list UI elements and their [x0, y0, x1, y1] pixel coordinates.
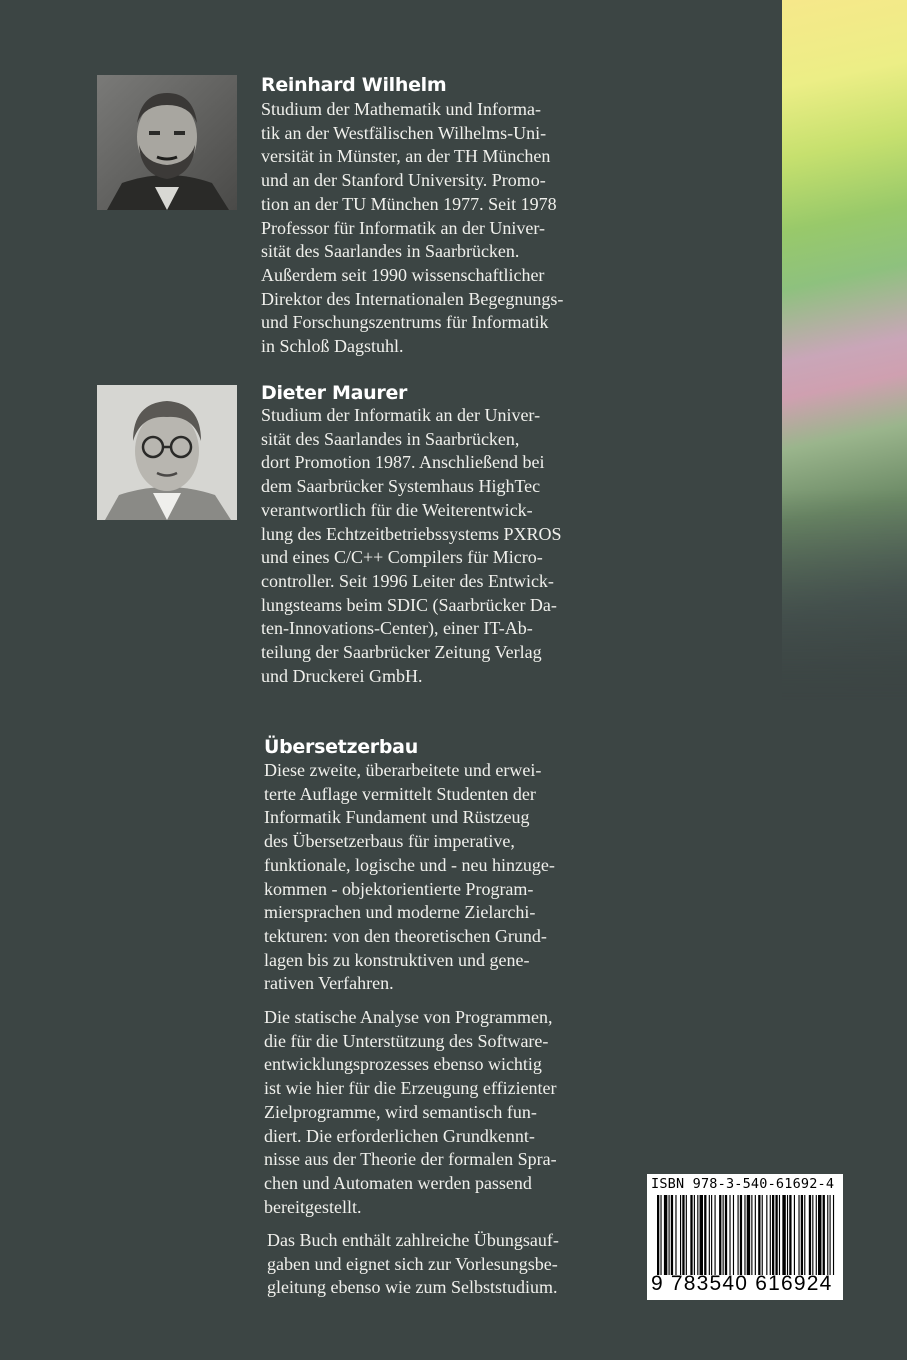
book-description-para-1: Diese zweite, überarbeitete und erwei- terte Auflage vermittelt Studenten der Informatik Fundament und Rüstzeug des Übersetzerbaus für imperative, funktionale, logische und - neu hinzuge- kommen - objektorientierte Program- miersprachen und moderne Zielarchi- tekturen: von den theoretischen Grund- lagen bis zu konstruktiven und gene- rativen Verfahren.: [264, 760, 555, 994]
rainbow-gradient-decoration: [782, 0, 907, 700]
ean-number: 9 783540 616924: [651, 1272, 833, 1295]
isbn-barcode: [647, 1174, 843, 1300]
barcode-bars: [651, 1195, 839, 1275]
book-description-para-2: Die statische Analyse von Programmen, die für die Unterstützung des Software- entwicklungsprozesses ebenso wichtig ist wie hier für die Erzeugung effizienter Zielprogramme, wird semantisch fun- diert. Die erforderlichen Grundkennt- nisse aus der Theorie der formalen Spra- chen und Automaten werden passend bereitgestellt.: [264, 1007, 557, 1217]
book-title: Übersetzerbau: [264, 736, 418, 758]
author-name-maurer: Dieter Maurer: [261, 382, 408, 404]
isbn-number: ISBN 978-3-540-61692-4: [651, 1176, 835, 1192]
author-name-wilhelm: Reinhard Wilhelm: [261, 74, 447, 96]
book-description-para-3: Das Buch enthält zahlreiche Übungsauf- gaben und eignet sich zur Vorlesungsbe- gleitung ebenso wie zum Selbststudium.: [267, 1230, 559, 1298]
author-photo-wilhelm: [97, 75, 237, 210]
author-bio-wilhelm: Studium der Mathematik und Informa- tik an der Westfälischen Wilhelms-Uni- versität in Münster, an der TH München und an der Stanford University. Promo- tion an der TU München 1977. Seit 1978 Professor für Informatik an der Univer- sität des Saarlandes in Saarbrücken. Außerdem seit 1990 wissenschaftlicher Direktor des Internationalen Begegnungs- und Forschungszentrums für Informatik in Schloß Dagstuhl.: [261, 99, 564, 357]
author-photo-maurer: [97, 385, 237, 520]
author-bio-maurer: Studium der Informatik an der Univer- sität des Saarlandes in Saarbrücken, dort Promotion 1987. Anschließend bei dem Saarbrücker Systemhaus HighTec verantwortlich für die Weiterentwick- lung des Echtzeitbetriebssystems PXROS und eines C/C++ Compilers für Micro- controller. Seit 1996 Leiter des Entwick- lungsteams beim SDIC (Saarbrücker Da- ten-Innovations-Center), einer IT-Ab- teilung der Saarbrücker Zeitung Verlag und Druckerei GmbH.: [261, 405, 562, 686]
